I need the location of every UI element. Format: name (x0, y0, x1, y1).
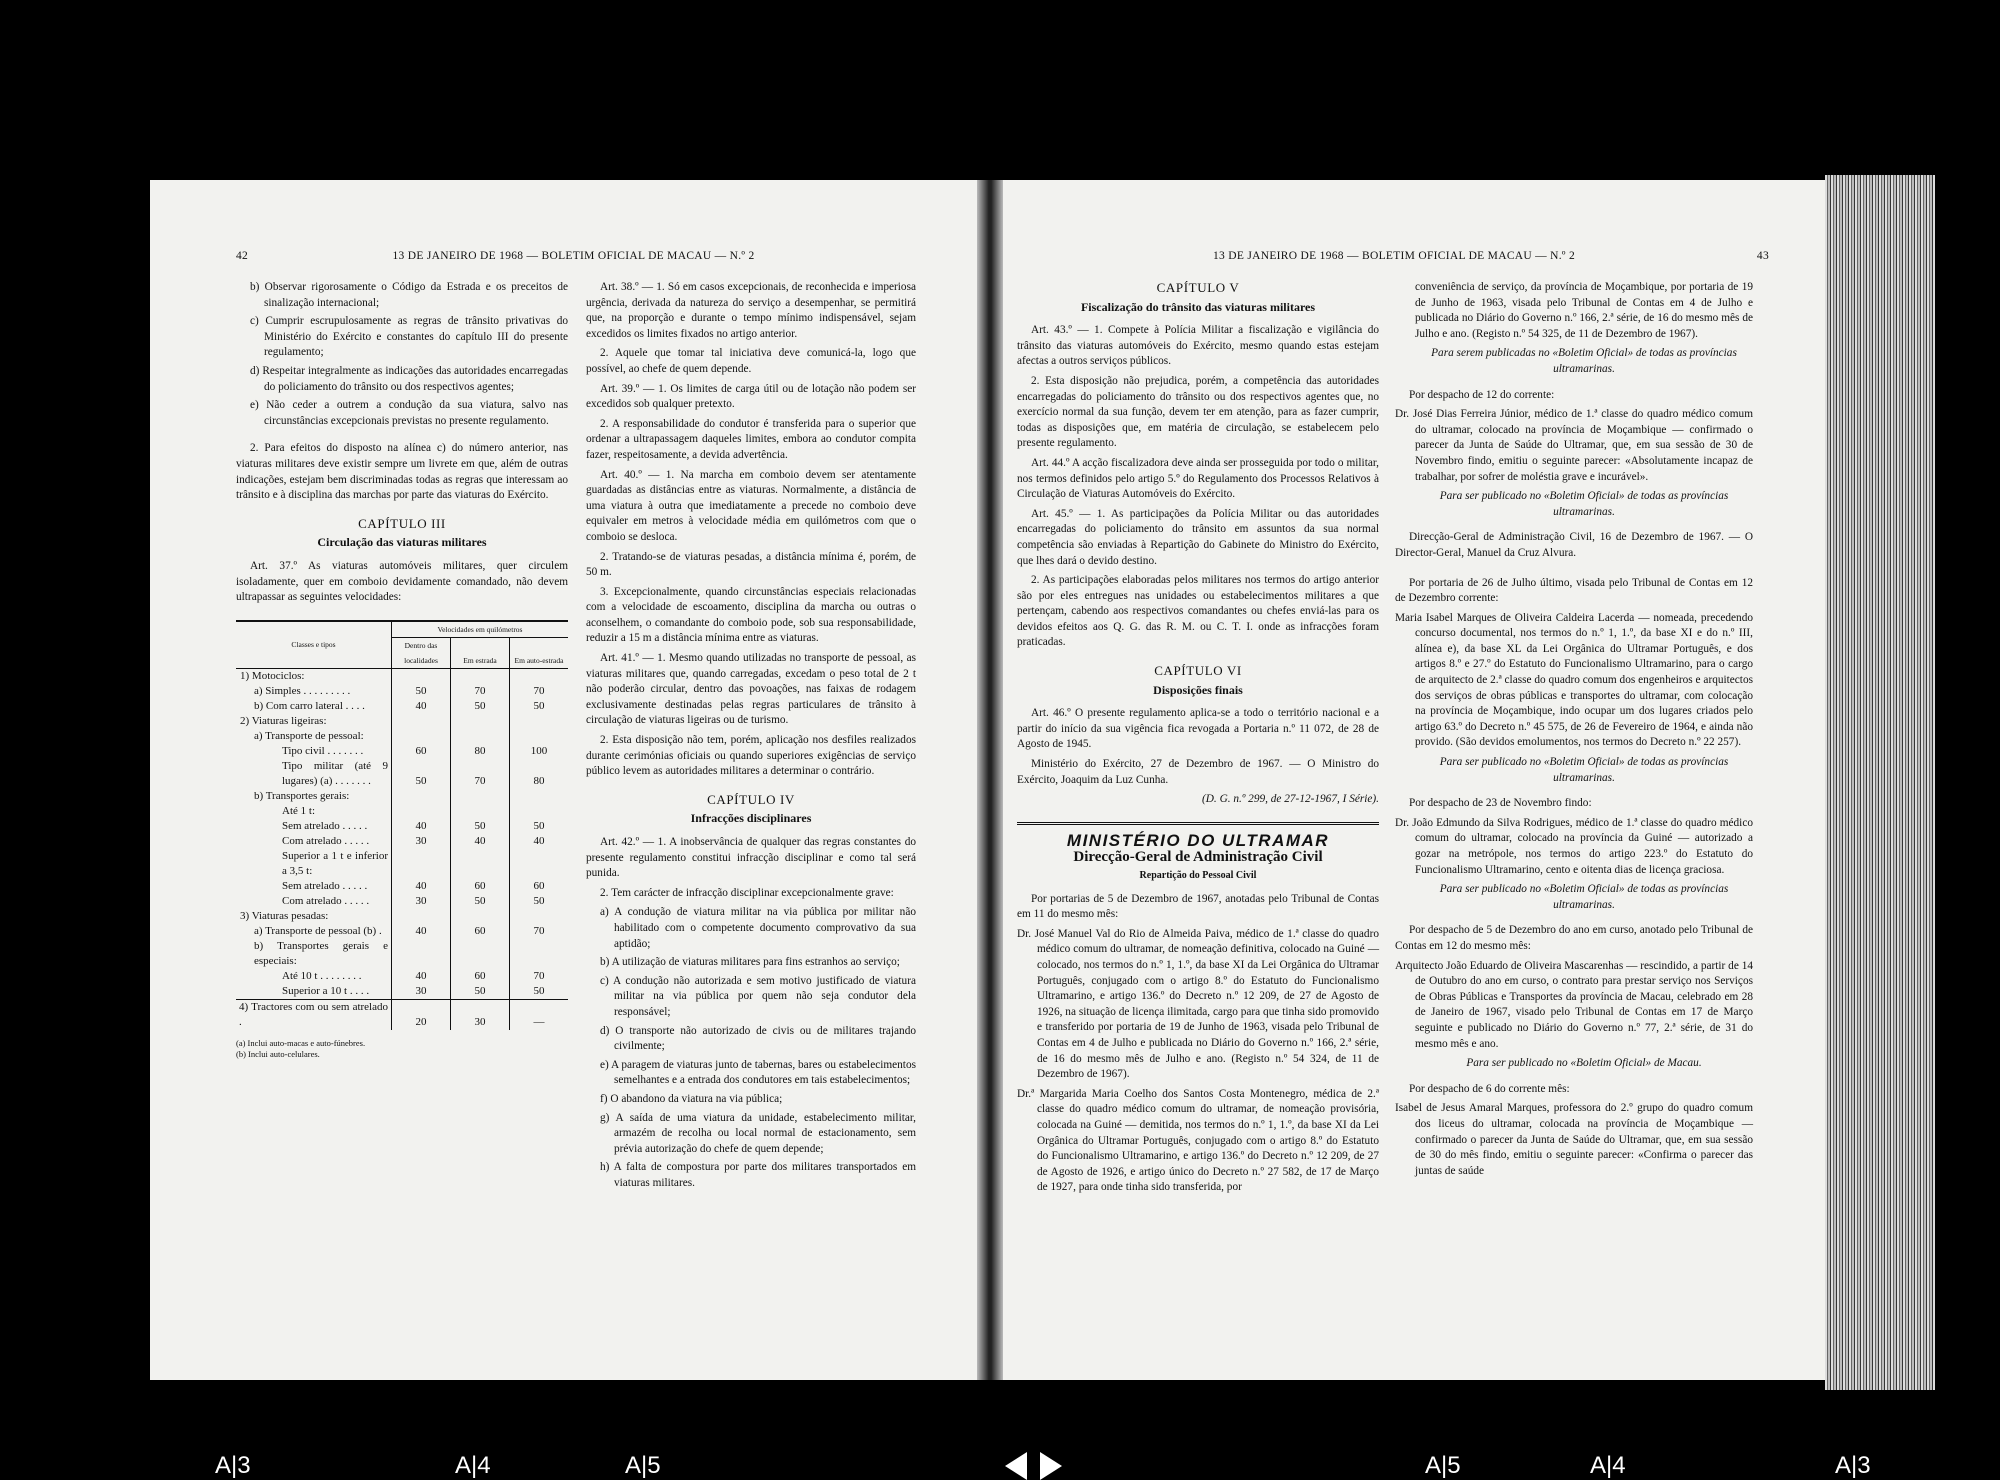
film-arrow-left-icon (1005, 1452, 1027, 1480)
paragraph: Por portarias de 5 de Dezembro de 1967, anotadas pelo Tribunal de Contas em 11 do mesmo mês: (1017, 892, 1379, 921)
table-cell: Com atrelado . . . . . (282, 834, 370, 847)
table-row (236, 909, 568, 924)
table-cell (392, 729, 451, 744)
table-cell (392, 714, 451, 729)
footnote: (b) Inclui auto-celulares. (236, 1048, 320, 1059)
table-row (236, 849, 568, 879)
article: 2. Esta disposição não tem, porém, aplicação nos desfiles realizados durante cerimónias oficiais ou quando superiores exigências de serviço público levem as autoridades militares a determinar o contrário. (586, 734, 916, 778)
table-cell (451, 729, 510, 744)
table-cell: b) Com carro lateral . . . . (254, 699, 365, 712)
table-cell (392, 789, 451, 804)
table-cell: Até 10 t . . . . . . . . (282, 969, 362, 982)
table-row (236, 729, 568, 744)
table-row (236, 984, 568, 1000)
film-mark: A|3 (215, 1452, 251, 1479)
list-item: h) A falta de compostura por parte dos militares transportados em viaturas militares. (600, 1161, 916, 1189)
paragraph: 2. Para efeitos do disposto na alínea c) do número anterior, nas viaturas militares deve existir sempre um livrete em que, além de outras indicações, estejam bem discriminadas todas as regras que interessam ao trânsito e à disciplina das marchas por parte das viaturas do Exército. (236, 442, 568, 502)
table-cell (451, 668, 510, 684)
table-cell (392, 849, 451, 879)
table-cell: 50 (510, 819, 569, 834)
direction-title: Direcção-Geral de Administração Civil (1073, 849, 1323, 866)
appointment: Maria Isabel Marques de Oliveira Caldeira Lacerda — nomeada, precedendo concurso documental, nos termos do n.º 1, 1.º, da base XI e do n.º III, alínea e), da base XL da Lei Orgânica do Ultramar Português, e dos artigos 8.º e 27.º do Estatuto do Funcionalismo Ultramarino, para o cargo de arquitecto de 2.ª classe do quadro comum dos engenheiros e arquitectos dos serviços de obras públicas e transportes do ultramar, com colocação na província de Moçambique, indo ocupar um dos lugares criados pelo artigo 63.º do Decreto n.º 45 575, de 26 de Fevereiro de 1964, e ainda não provido. (São devidos emolumentos, nos termos do Decreto n.º 22 257). (1395, 611, 1753, 749)
table-cell: — (510, 999, 569, 1030)
table-cell: 70 (510, 969, 569, 984)
table-cell: 30 (392, 984, 451, 1000)
table-cell: Tipo militar (até 9 lugares) (a) . . . . . . . (282, 759, 388, 787)
table-row (236, 714, 568, 729)
article: 2. Esta disposição não prejudica, porém, a competência das autoridades encarregadas do policiamento do trânsito ou dos respectivos agentes que, no exercício normal da sua função, devem ter em atenção, para as fazer cumprir, todas as disposições que, em matéria de circulação, se estabelecem pelo presente regulamento. (1017, 374, 1379, 450)
table-body (236, 668, 568, 999)
table-row (236, 744, 568, 759)
list-item: d) Respeitar integralmente as indicações das autoridades encarregadas do policiamento do trânsito ou dos respectivos agentes; (250, 364, 568, 393)
table-cell: 50 (392, 684, 451, 699)
article: 2. Aquele que tomar tal iniciativa deve comunicá-la, logo que possível, ao chefe de quem depende. (586, 347, 916, 375)
table-cell: 50 (510, 984, 569, 1000)
film-mark: A|3 (1835, 1452, 1871, 1479)
list-item: e) Não ceder a outrem a condução da sua viatura, salvo nas circunstâncias excepcionais previstas no presente regulamento. (250, 399, 568, 427)
list-item: e) A paragem de viaturas junto de tabernas, bares ou estabelecimentos semelhantes e a entrada dos condutores em tais estabelecimentos; (600, 1058, 916, 1087)
chapter-title: CAPÍTULO III (358, 515, 446, 531)
table-cell (451, 714, 510, 729)
paragraph: Por despacho de 6 do corrente mês: (1409, 1082, 1570, 1095)
footnote: (a) Inclui auto-macas e auto-fúnebres. (236, 1037, 366, 1048)
film-mark: A|4 (455, 1452, 491, 1479)
paragraph: conveniência de serviço, da província de Moçambique, por portaria de 19 de Junho de 1963, visada pelo Tribunal de Contas em 4 de Julho e publicada no Diário do Governo n.º 166, 2.ª série, de 16 do mesmo mês de Julho e ano. (Registo n.º 54 325, de 11 de Dezembro de 1967). (1415, 281, 1753, 340)
table-cell: a) Simples . . . . . . . . . (254, 684, 351, 697)
right-column-1 (1017, 280, 1379, 1200)
table-cell: 40 (392, 879, 451, 894)
table-cell: 70 (451, 684, 510, 699)
table-row (236, 804, 568, 819)
table-cell (392, 939, 451, 969)
table-row (236, 668, 568, 684)
table-cell (392, 668, 451, 684)
table-cell (510, 668, 569, 684)
chapter-title: CAPÍTULO V (1156, 280, 1240, 295)
right-page-header (1003, 250, 1825, 266)
table-cell: 60 (510, 879, 569, 894)
table-header: Dentro das localidades (392, 637, 451, 668)
gazette-reference: (D. G. n.º 299, de 27-12-1967, I Série). (1202, 793, 1379, 806)
section-title: Repartição do Pessoal Civil (1139, 870, 1257, 881)
table-cell: 50 (451, 984, 510, 1000)
table-cell (510, 729, 569, 744)
table-row (236, 999, 568, 1030)
page-number: 42 (236, 250, 249, 262)
table-cell: 80 (510, 759, 569, 789)
table-cell: a) Transporte de pessoal (b) . (254, 924, 382, 937)
table-header: Em estrada (451, 637, 510, 668)
table-cell: 70 (451, 759, 510, 789)
table-cell: Com atrelado . . . . . (282, 894, 370, 907)
left-page (150, 180, 977, 1380)
table-cell (510, 714, 569, 729)
appointment: Arquitecto João Eduardo de Oliveira Mascarenhas — rescindido, a partir de 14 de Outubro do ano em curso, o contrato para prestar serviço nos Serviços de Obras Públicas e Transportes da província de Macau, celebrado em 28 de Janeiro de 1967, visado pelo Tribunal de Contas em 17 de Março seguinte e publicado no Diário do Governo n.º 77, 2.ª série, de 31 do mesmo mês e ano. (1395, 959, 1753, 1050)
table-cell: 4) Tractores com ou sem atrelado . (236, 999, 392, 1030)
table-cell (451, 849, 510, 879)
chapter-subtitle: Disposições finais (1153, 682, 1243, 697)
table-cell: Sem atrelado . . . . . (282, 879, 368, 892)
table-cell: 40 (392, 819, 451, 834)
running-header: 13 DE JANEIRO DE 1968 — BOLETIM OFICIAL DE MACAU — N.º 2 (1212, 250, 1576, 262)
film-mark: A|5 (625, 1452, 661, 1479)
article: Art. 42.º — 1. A inobservância de qualquer das regras constantes do presente regulamento constitui infracção disciplinar e como tal será punida. (586, 836, 916, 880)
table-cell: Superior a 10 t . . . . (282, 984, 370, 997)
book-gutter (977, 180, 1003, 1380)
film-mark: A|5 (1425, 1452, 1461, 1479)
paragraph: Por portaria de 26 de Julho último, visada pelo Tribunal de Contas em 12 de Dezembro corrente: (1395, 576, 1753, 605)
table-cell: 60 (451, 969, 510, 984)
signature: Direcção-Geral de Administração Civil, 16 de Dezembro de 1967. — O Director-Geral, Manuel da Cruz Alvura. (1395, 531, 1753, 559)
article: 2. Tratando-se de viaturas pesadas, a distância mínima é, porém, de 50 m. (586, 550, 916, 579)
article: Art. 43.º — 1. Compete à Polícia Militar a fiscalização e vigilância do trânsito das viaturas automóveis do Exército, mesmo quando estas estejam afectas a outros serviços públicos. (1017, 324, 1379, 368)
article: Art. 37.º As viaturas automóveis militares, quer circulem isoladamente, quer em comboio devidamente comandado, não devem ultrapassar as seguintes velocidades: (236, 559, 568, 604)
table-row (236, 819, 568, 834)
article: 2. Tem carácter de infracção disciplinar excepcionalmente grave: (600, 886, 894, 899)
table-cell: 100 (510, 744, 569, 759)
appointment: Dr.ª Margarida Maria Coelho dos Santos Costa Montenegro, médica de 2.ª classe do quadro médico comum do ultramar, de nomeação provisória, colocada na Guiné — demitida, nos termos do n.º 1, 1.º, da base XI da Lei Orgânica do Ultramar Português, conjugado com o artigo 8.º do Estatuto do Funcionalismo Ultramarino, e artigo 136.º do Decreto n.º 12 209, de 27 de Agosto de 1926, e artigo único do Decreto n.º 27 582, de 17 de Março de 1927, para onde tinha sido transferida, por (1017, 1087, 1379, 1194)
table-cell (510, 849, 569, 879)
chapter-subtitle: Circulação das viaturas militares (317, 535, 487, 550)
article: 2. As participações elaboradas pelos militares nos termos do artigo anterior são por eles entregues nas unidades ou estabelecimentos militares a que pertençam, cabendo aos respectivos comandantes ou chefes enviá-las para os devidos efeitos aos Q. G. das R. M. ou C. T. I. onde as infracções foram praticadas. (1017, 574, 1379, 649)
table-cell: 70 (510, 924, 569, 939)
table-cell (392, 804, 451, 819)
table-cell: 2) Viaturas ligeiras: (240, 714, 327, 727)
table-cell: 80 (451, 744, 510, 759)
right-column-2 (1395, 280, 1753, 1183)
left-column-2 (586, 280, 916, 1194)
table-cell: a) Transporte de pessoal: (254, 729, 364, 742)
article: Art. 39.º — 1. Os limites de carga útil ou de lotação não podem ser excedidos sob qualquer pretexto. (586, 382, 916, 411)
table-row (236, 789, 568, 804)
table-cell (510, 939, 569, 969)
table-cell: Superior a 1 t e inferior a 3,5 t: (282, 849, 388, 877)
publication-note: Para ser publicado no «Boletim Oficial» de todas as províncias ultramarinas. (1439, 490, 1729, 518)
table-cell: 50 (451, 699, 510, 714)
table-cell: 30 (392, 894, 451, 909)
left-column-1 (236, 280, 568, 1060)
table-cell: Até 1 t: (282, 804, 315, 817)
speed-table (236, 620, 568, 1030)
table-cell: 30 (392, 834, 451, 849)
table-cell: b) Transportes gerais: (254, 789, 350, 802)
page-edges (1825, 175, 1935, 1390)
list-item: c) Cumprir escrupulosamente as regras de trânsito privativas do Ministério do Exército e constantes do capítulo III do presente regulamento; (250, 315, 568, 359)
list-item: d) O transporte não autorizado de civis ou de militares trajando civilmente; (600, 1024, 916, 1053)
table-row (236, 879, 568, 894)
appointment: Dr. José Dias Ferreira Júnior, médico de 1.ª classe do quadro médico comum do ultramar, colocado na província de Moçambique — confirmado o parecer da Junta de Saúde do Ultramar, que, em sua sessão de 30 de Novembro findo, emitiu o seguinte parecer: «Absolutamente incapaz de trabalhar, por sofrer de moléstia grave e incurável». (1395, 408, 1753, 483)
table-cell: 40 (451, 834, 510, 849)
table-cell: b) Transportes gerais e especiais: (254, 939, 388, 967)
table-row (236, 759, 568, 789)
table-row (236, 894, 568, 909)
list-item: b) A utilização de viaturas militares para fins estranhos ao serviço; (600, 956, 900, 969)
table-row (236, 924, 568, 939)
article: Art. 46.º O presente regulamento aplica-se a todo o território nacional e a partir do início da sua vigência fica revogada a Portaria n.º 11 072, de 28 de Agosto de 1945. (1017, 707, 1379, 751)
list-item: b) Observar rigorosamente o Código da Estrada e os preceitos de sinalização internacional; (250, 281, 568, 309)
table-cell (451, 804, 510, 819)
publication-note: Para serem publicadas no «Boletim Oficial» de todas as províncias ultramarinas. (1431, 347, 1737, 375)
table-header: Velocidades em quilómetros (392, 621, 569, 638)
running-header: 13 DE JANEIRO DE 1968 — BOLETIM OFICIAL DE MACAU — N.º 2 (392, 250, 755, 262)
table-cell: 40 (392, 699, 451, 714)
table-cell: Sem atrelado . . . . . (282, 819, 368, 832)
film-arrow-right-icon (1040, 1452, 1062, 1480)
table-header: Classes e tipos (236, 621, 392, 669)
chapter-title: CAPÍTULO VI (1154, 663, 1242, 679)
table-cell: 3) Viaturas pesadas: (240, 909, 329, 922)
table-cell: 60 (451, 924, 510, 939)
list-item: g) A saída de uma viatura da unidade, estabelecimento militar, armazém de recolha ou local normal de estacionamento, sem prévia autorização do chefe de quem depende; (600, 1111, 916, 1155)
left-page-header (150, 250, 977, 266)
table-row (236, 684, 568, 699)
table-row (236, 699, 568, 714)
chapter-title: CAPÍTULO IV (707, 791, 795, 807)
list-item: f) O abandono da viatura na via pública; (600, 1092, 783, 1105)
paragraph: Por despacho de 12 do corrente: (1409, 388, 1555, 401)
article: 2. A responsabilidade do condutor é transferida para o superior que ordenar a ultrapassagem daqueles limites, embora ao condutor compita fazer, respeitosamente, a devida advertência. (586, 417, 916, 461)
table-row (236, 969, 568, 984)
list-item: a) A condução de viatura militar na via pública por militar não habilitado com o competente documento comprovativo da sua aptidão; (600, 906, 916, 950)
article: Art. 41.º — 1. Mesmo quando utilizadas no transporte de pessoal, as viaturas militares que, quando carregadas, excedam o peso total de 2 t não poderão circular, dentro das povoações, nas faixas de rodagem exclusivamente destinadas pelas regras particulares de trânsito à circulação de viaturas ligeiras ou de turismo. (586, 652, 916, 727)
signature: Ministério do Exército, 27 de Dezembro de 1967. — O Ministro do Exército, Joaquim da Luz Cunha. (1017, 758, 1379, 786)
table-cell: 50 (510, 894, 569, 909)
table-cell (451, 789, 510, 804)
table-cell: 20 (392, 999, 451, 1030)
right-page (1003, 180, 1825, 1380)
table-cell: 40 (510, 834, 569, 849)
film-strip (0, 1440, 2000, 1480)
article: Art. 40.º — 1. Na marcha em comboio devem ser atentamente guardadas as distâncias entre as viaturas. Normalmente, a distância de uma viatura à outra que imediatamente a precede no comboio deve equivaler em metros à velocidade média em quilómetros com que o comboio se desloca. (586, 468, 916, 543)
page-number: 43 (1756, 250, 1769, 262)
table-cell: 40 (392, 924, 451, 939)
chapter-subtitle: Fiscalização do trânsito das viaturas militares (1080, 299, 1316, 314)
publication-note: Para ser publicado no «Boletim Oficial» de Macau. (1466, 1057, 1702, 1070)
table-cell: 1) Motociclos: (240, 669, 305, 682)
table-cell (510, 909, 569, 924)
table-cell: 70 (510, 684, 569, 699)
table-cell: 30 (451, 999, 510, 1030)
table-cell: 50 (451, 894, 510, 909)
footnotes (236, 1038, 568, 1060)
publication-note: Para ser publicado no «Boletim Oficial» de todas as províncias ultramarinas. (1439, 756, 1729, 784)
table-cell: 50 (451, 819, 510, 834)
table-cell (451, 909, 510, 924)
table-cell: Tipo civil . . . . . . . (282, 744, 364, 757)
table-header: Em auto-estrada (510, 637, 569, 668)
ministry-title: MINISTÉRIO DO ULTRAMAR (1017, 822, 1379, 849)
table-cell (510, 789, 569, 804)
table-row (236, 939, 568, 969)
appointment: Isabel de Jesus Amaral Marques, professora do 2.º grupo do quadro comum dos liceus do ultramar, colocada na província de Moçambique — confirmado o parecer da Junta de Saúde do Ultramar, que, em sua sessão de 30 do mês findo, emitiu o seguinte parecer: «Confirma o parecer das juntas de saúde (1395, 1102, 1753, 1177)
film-mark: A|4 (1590, 1452, 1626, 1479)
publication-note: Para ser publicado no «Boletim Oficial» de todas as províncias ultramarinas. (1439, 883, 1729, 911)
appointment: Dr. João Edmundo da Silva Rodrigues, médico de 1.ª classe do quadro médico comum do ultramar, colocado na província da Guiné — autorizado a gozar na metrópole, nos termos do artigo 223.º do Estatuto do Funcionalismo Ultramarino, cento e oitenta dias de licença graciosa. (1395, 816, 1753, 876)
article: Art. 44.º A acção fiscalizadora deve ainda ser prosseguida por todo o militar, nos termos definidos pelo artigo 5.º do Regulamento dos Processos Relativos à Circulação de Viaturas Automóveis do Exército. (1017, 456, 1379, 501)
appointment: Dr. José Manuel Val do Rio de Almeida Paiva, médico de 1.ª classe do quadro médico comum do ultramar, de nomeação definitiva, colocado na Guiné — colocado, nos termos do n.º 1, 1.º, da base XI da Lei Orgânica do Ultramar Português, conjugado com o artigo 8.º do Estatuto do Funcionalismo Ultramarino, e artigo 136.º do Decreto n.º 12 209, de 27 de Agosto de 1926, na situação de licença ilimitada, cargo para que tinha sido promovido e transferido por portaria de 19 de Junho de 1963, visada pelo Tribunal de Contas em 4 de Julho e publicada no Diário do Governo n.º 166, 2.ª série, de 16 do mesmo mês de Julho e ano. (Registo n.º 54 324, de 11 de Dezembro de 1967). (1017, 927, 1379, 1081)
article: 3. Excepcionalmente, quando circunstâncias especiais relacionadas com a velocidade de escoamento, disciplina da marcha ou outras o aconselhem, o comandante do comboio pode, sob sua responsabilidade, reduzir a 15 m a distância mínima entre as viaturas. (586, 585, 916, 645)
table-cell: 50 (392, 759, 451, 789)
table-cell: 50 (510, 699, 569, 714)
paragraph: Por despacho de 5 de Dezembro do ano em curso, anotado pelo Tribunal de Contas em 12 do mesmo mês: (1395, 924, 1753, 952)
article: Art. 38.º — 1. Só em casos excepcionais, de reconhecida e imperiosa urgência, derivada da natureza do serviço a desempenhar, se permitirá que, na proporção e durante o tempo mínimo indispensável, sejam excedidos os limites fixados no artigo anterior. (586, 281, 916, 340)
table-cell (510, 804, 569, 819)
table-cell: 60 (451, 879, 510, 894)
article: Art. 45.º — 1. As participações da Polícia Militar ou das autoridades encarregadas do policiamento do trânsito em assuntos da sua normal competência são enviadas à Repartição do Gabinete do Ministro do Exército, que lhes dará o devido destino. (1017, 507, 1379, 567)
chapter-subtitle: Infracções disciplinares (690, 811, 812, 826)
table-cell: 40 (392, 969, 451, 984)
list-item: c) A condução não autorizada e sem motivo justificado de viatura militar na via pública por quem não seja condutor dela responsável; (600, 974, 916, 1018)
table-row (236, 834, 568, 849)
paragraph: Por despacho de 23 de Novembro findo: (1409, 797, 1592, 810)
table-cell (451, 939, 510, 969)
table-cell (392, 909, 451, 924)
table-cell: 60 (392, 744, 451, 759)
